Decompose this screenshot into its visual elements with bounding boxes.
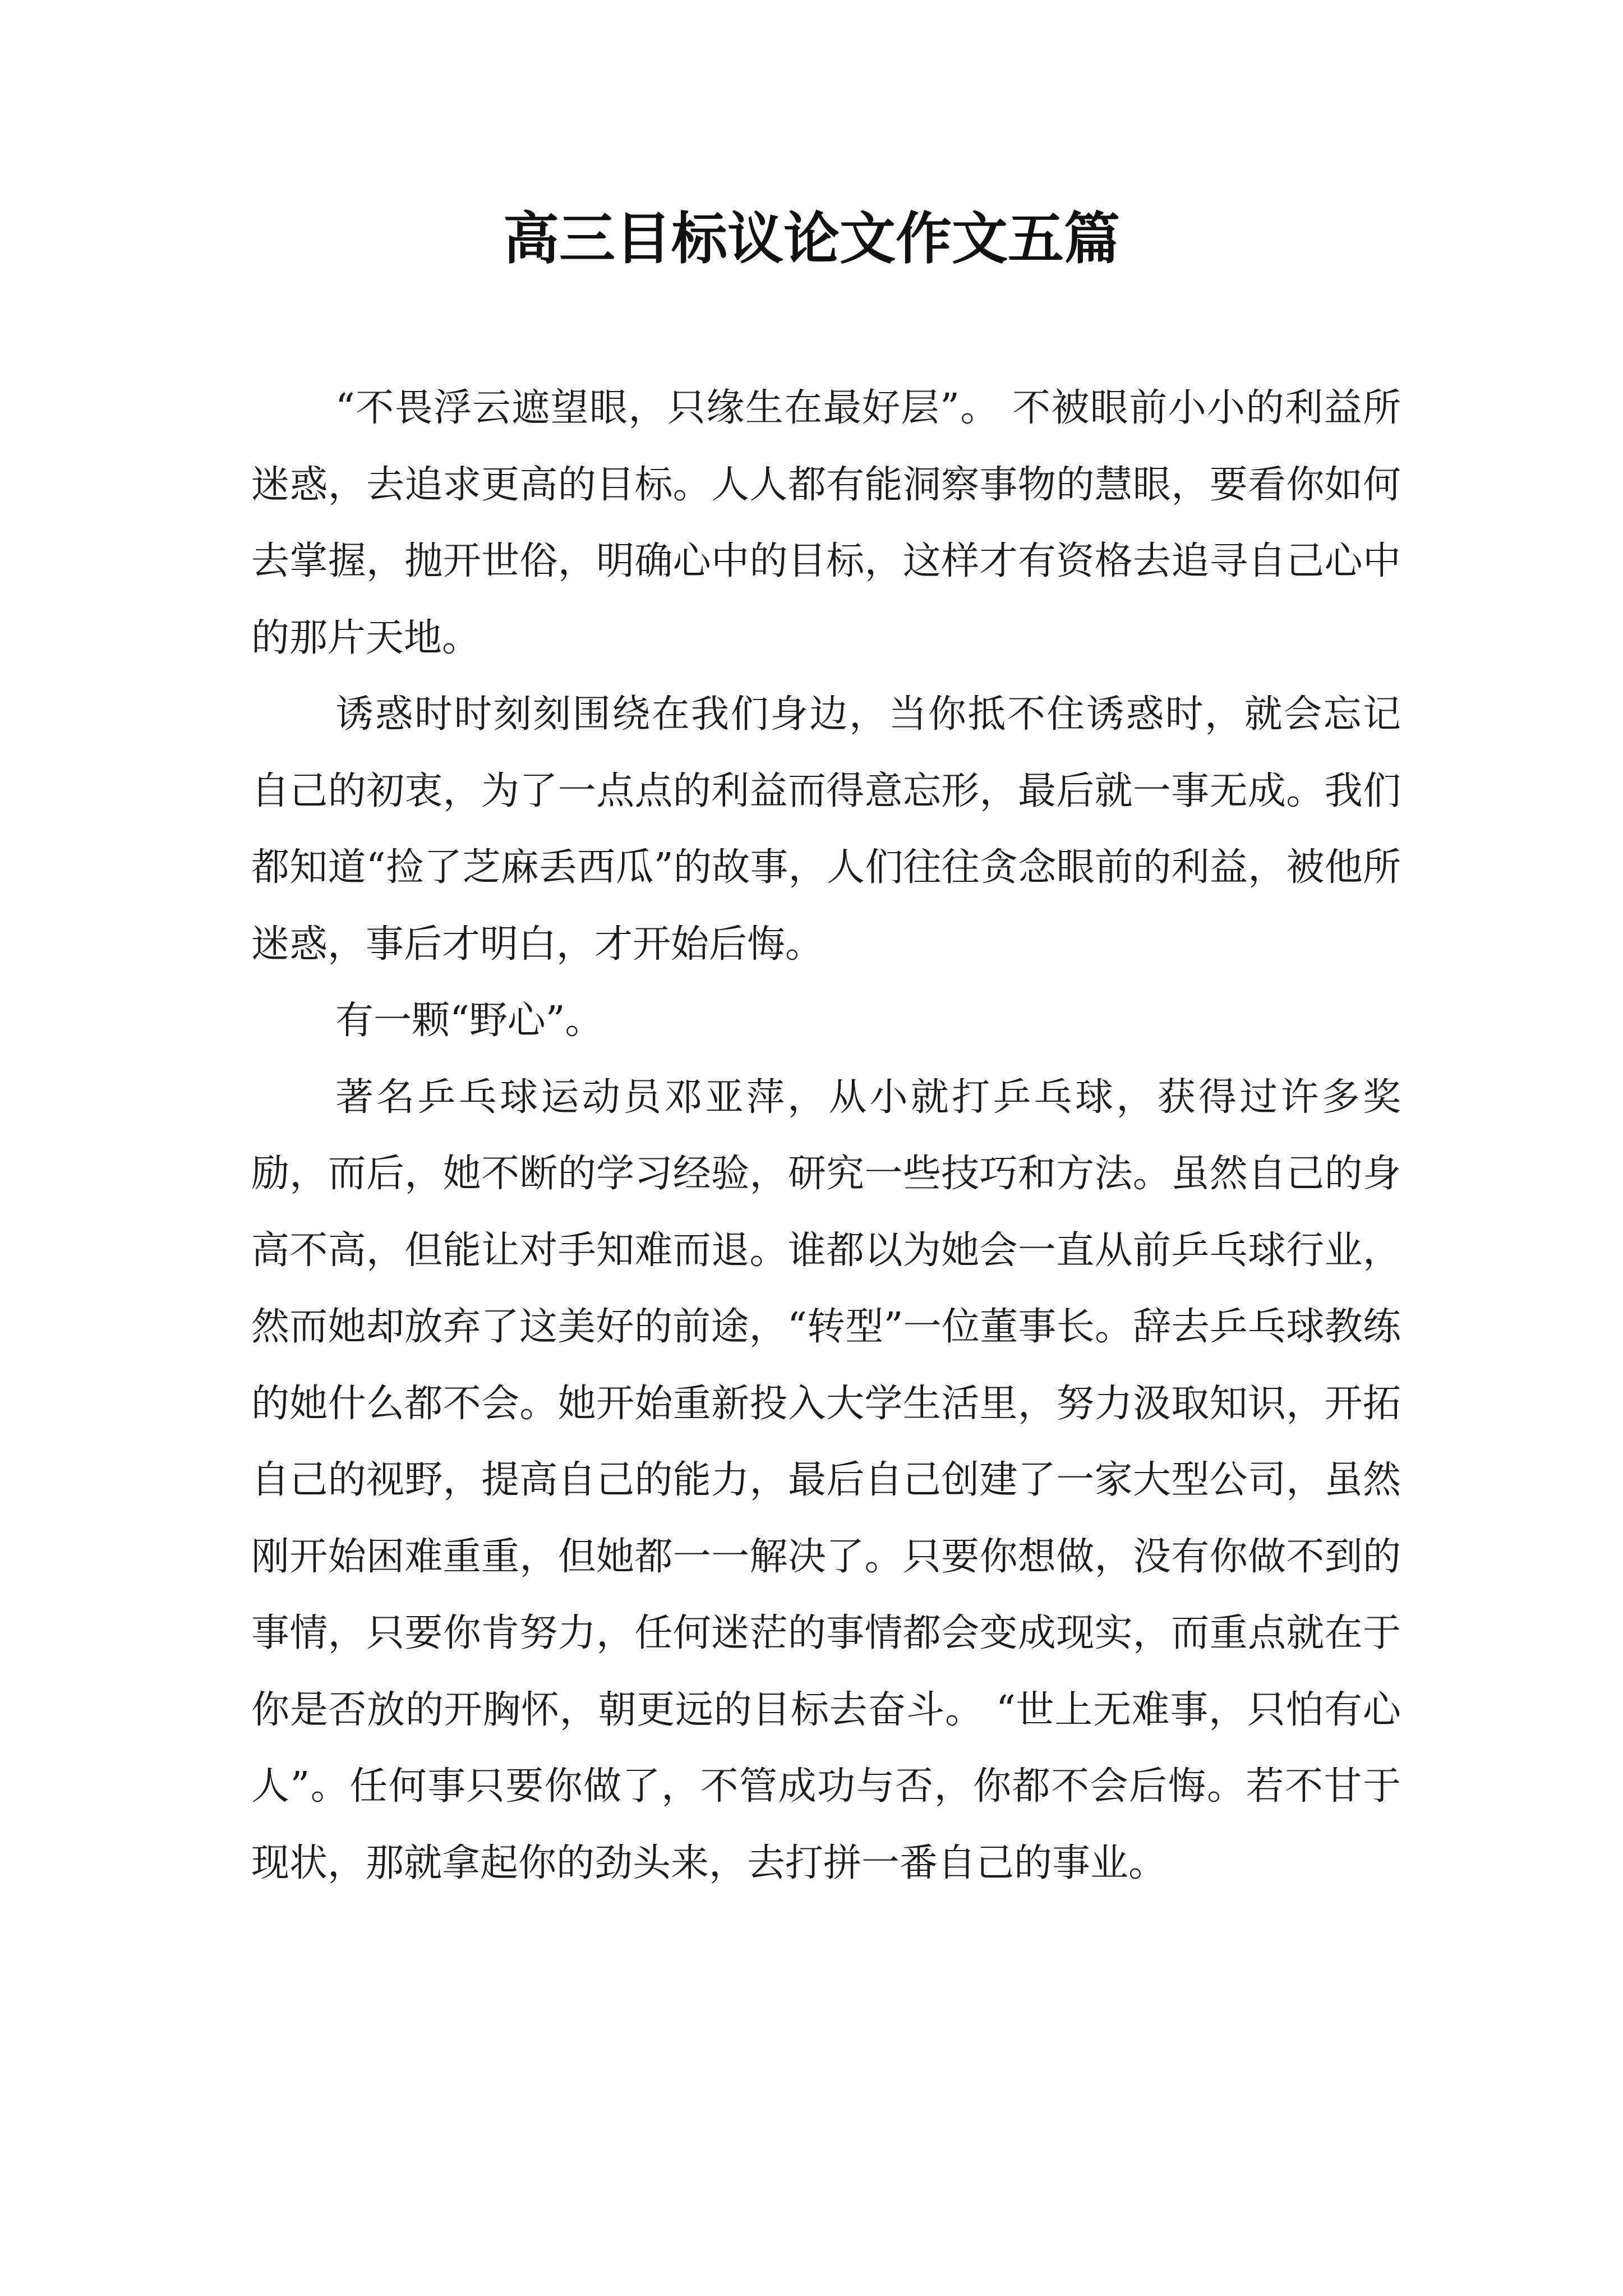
paragraph-3: 有一颗“野心”。: [335, 999, 603, 1043]
paragraph-4: 著名乒乓球运动员邓亚萍，从小就打乒乓球，获得过许多奖励，而后，她不断的学习经验，研究一些技巧和方法。虽然自己的身高不高，但能让对手知难而退。谁都以为她会一直从前乒乓球行业，然而她却放弃了这美好的前途，“转型”一位董事长。辞去乒乓球教练的她什么都不会。她开始重新投入大学生活里，努力汲取知识，开拓自己的视野，提高自己的能力，最后自己创建了一家大型公司，虽然刚开始困难重重，但她都一一解决了。只要你想做，没有你做不到的事情，只要你肯努力，任何迷茫的事情都会变成现实，而重点就在于你是否放的开胸怀，朝更远的目标去奋斗。 “世上无难事，只怕有心人”。任何事只要你做了，不管成功与否，你都不会后悔。若不甘于现状，那就拿起你的劲头来，去打拼一番自己的事业。: [251, 1075, 1401, 1885]
paragraph-2: 诱惑时时刻刻围绕在我们身边，当你抵不住诱惑时，就会忘记自己的初衷，为了一点点的利益而得意忘形，最后就一事无成。我们都知道“捡了芝麻丢西瓜”的故事，人们往往贪念眼前的利益，被他所迷惑，事后才明白，才开始后悔。: [251, 692, 1401, 967]
document-body: [251, 370, 1401, 1902]
document-title: 高三目标议论文作文五篇: [503, 205, 1120, 272]
paragraph-1: “不畏浮云遮望眼，只缘生在最好层”。 不被眼前小小的利益所迷惑，去追求更高的目标。人人都有能洞察事物的慧眼，要看你如何去掌握，抛开世俗，明确心中的目标，这样才有资格去追寻自己心中的那片天地。: [251, 386, 1401, 660]
